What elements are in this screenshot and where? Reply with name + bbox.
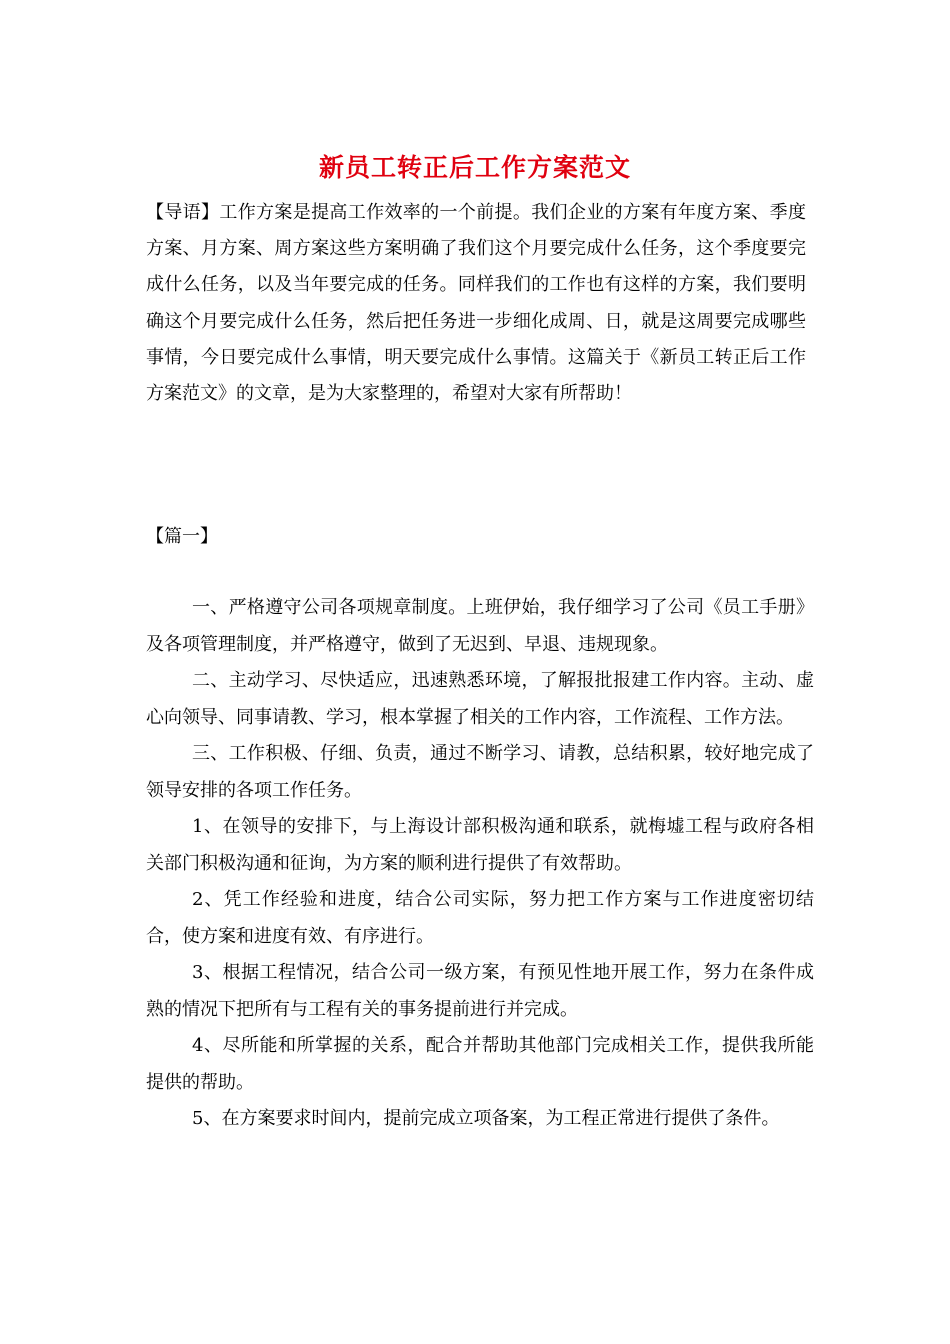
paragraph-2: 二、主动学习、尽快适应，迅速熟悉环境，了解报批报建工作内容。主动、虚心向领导、同事请教、学习，根本掌握了相关的工作内容，工作流程、工作方法。 <box>146 670 814 728</box>
paragraph-4: 1、在领导的安排下，与上海设计部积极沟通和联系，就梅墟工程与政府各相关部门积极沟通和征询，为方案的顺利进行提供了有效帮助。 <box>146 816 814 874</box>
section-heading: 【篇一】 <box>146 526 218 547</box>
paragraph-1: 一、严格遵守公司各项规章制度。上班伊始，我仔细学习了公司《员工手册》及各项管理制度，并严格遵守，做到了无迟到、早退、违规现象。 <box>146 597 814 655</box>
body-text <box>146 590 814 1138</box>
paragraph-3: 三、工作积极、仔细、负责，通过不断学习、请教，总结积累，较好地完成了领导安排的各项工作任务。 <box>146 743 814 801</box>
intro-paragraph: 【导语】工作方案是提高工作效率的一个前提。我们企业的方案有年度方案、季度方案、月方案、周方案这些方案明确了我们这个月要完成什么任务，这个季度要完成什么任务，以及当年要完成的任务。同样我们的工作也有这样的方案，我们要明确这个月要完成什么任务，然后把任务进一步细化成周、日，就是这周要完成哪些事情，今日要完成什么事情，明天要完成什么事情。这篇关于《新员工转正后工作方案范文》的文章，是为大家整理的，希望对大家有所帮助！ <box>146 202 806 405</box>
paragraph-8: 5、在方案要求时间内，提前完成立项备案，为工程正常进行提供了条件。 <box>192 1108 780 1129</box>
paragraph-5: 2、凭工作经验和进度，结合公司实际，努力把工作方案与工作进度密切结合，使方案和进度有效、有序进行。 <box>146 889 814 947</box>
paragraph-7: 4、尽所能和所掌握的关系，配合并帮助其他部门完成相关工作，提供我所能提供的帮助。 <box>146 1035 814 1093</box>
paragraph-6: 3、根据工程情况，结合公司一级方案，有预见性地开展工作，努力在条件成熟的情况下把所有与工程有关的事务提前进行并完成。 <box>146 962 814 1020</box>
page-title: 新员工转正后工作方案范文 <box>318 153 631 182</box>
